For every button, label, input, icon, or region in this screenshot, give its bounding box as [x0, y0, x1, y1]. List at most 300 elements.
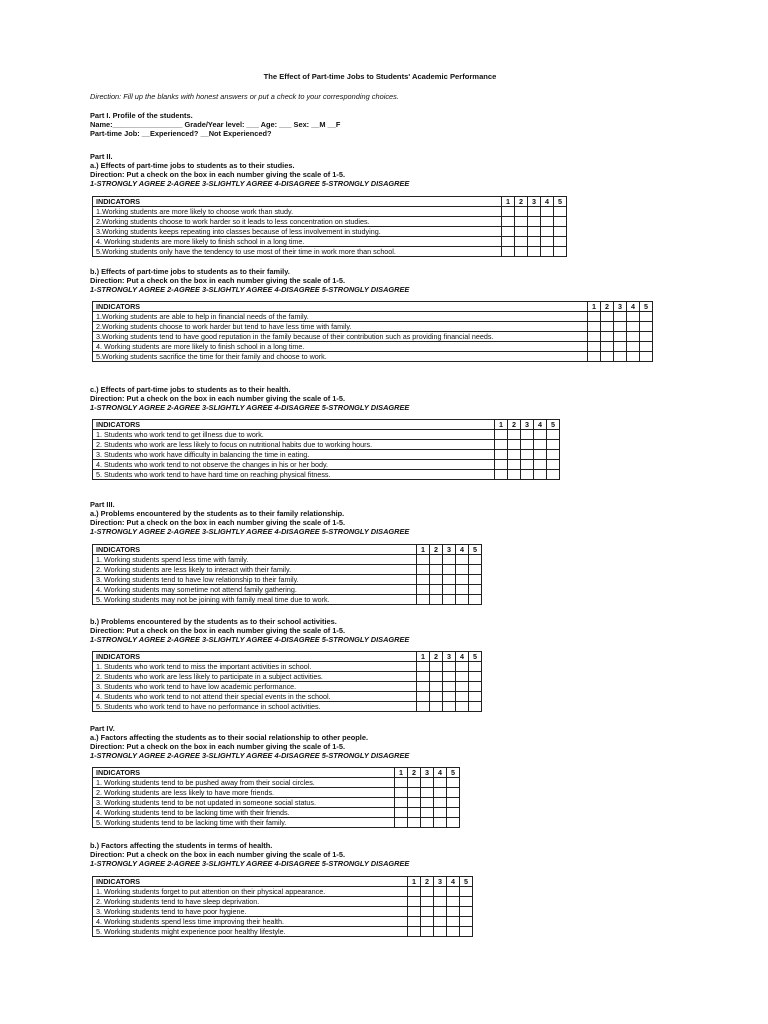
rating-checkbox-1[interactable] — [395, 798, 408, 808]
rating-checkbox-4[interactable] — [627, 342, 640, 352]
rating-checkbox-5[interactable] — [460, 887, 473, 897]
scale-direction: Direction: Put a check on the box in each number giving the scale of 1-5. — [90, 850, 346, 859]
table-row — [93, 595, 482, 605]
scale-header-1: 1 — [588, 302, 601, 312]
rating-checkbox-3[interactable] — [528, 247, 541, 257]
rating-checkbox-4[interactable] — [541, 227, 554, 237]
rating-checkbox-1[interactable] — [495, 440, 508, 450]
section-2c-header — [90, 385, 409, 412]
indicator-text: 1. Working students spend less time with family. — [93, 555, 417, 565]
scale-legend: 1-STRONGLY AGREE 2-AGREE 3-SLIGHTLY AGREE 4-DISAGREE 5-STRONGLY DISAGREE — [90, 635, 410, 644]
rating-checkbox-3[interactable] — [434, 917, 447, 927]
rating-checkbox-1[interactable] — [417, 692, 430, 702]
part4-heading-block — [90, 724, 115, 733]
rating-checkbox-2[interactable] — [421, 917, 434, 927]
indicators-header: INDICATORS — [93, 768, 395, 778]
scale-header-5: 5 — [447, 768, 460, 778]
rating-checkbox-5[interactable] — [640, 312, 653, 322]
rating-checkbox-2[interactable] — [421, 887, 434, 897]
table-row — [93, 312, 653, 322]
part2-heading: Part II. — [90, 152, 113, 161]
scale-header-2: 2 — [430, 652, 443, 662]
document-title: The Effect of Part-time Jobs to Students' Academic Performance — [263, 72, 497, 81]
rating-checkbox-1[interactable] — [408, 917, 421, 927]
table-header-row — [93, 768, 460, 778]
rating-checkbox-5[interactable] — [469, 702, 482, 712]
rating-checkbox-1[interactable] — [495, 430, 508, 440]
scale-direction: Direction: Put a check on the box in each number giving the scale of 1-5. — [90, 276, 346, 285]
section-2a-header — [90, 161, 409, 188]
indicators-header: INDICATORS — [93, 197, 502, 207]
rating-checkbox-3[interactable] — [421, 788, 434, 798]
rating-checkbox-1[interactable] — [395, 808, 408, 818]
table-row — [93, 332, 653, 342]
table-row — [93, 897, 473, 907]
table-header-row — [93, 302, 653, 312]
rating-checkbox-5[interactable] — [460, 907, 473, 917]
rating-checkbox-2[interactable] — [408, 818, 421, 828]
indicator-text: 4. Working students are more likely to finish school in a long time. — [93, 237, 502, 247]
table-row — [93, 555, 482, 565]
rating-checkbox-2[interactable] — [408, 778, 421, 788]
table-row — [93, 798, 460, 808]
table-header-row — [93, 197, 567, 207]
rating-checkbox-1[interactable] — [502, 247, 515, 257]
table-row — [93, 440, 560, 450]
rating-checkbox-3[interactable] — [443, 565, 456, 575]
indicators-header: INDICATORS — [93, 420, 495, 430]
rating-checkbox-1[interactable] — [417, 595, 430, 605]
scale-header-5: 5 — [469, 652, 482, 662]
indicator-text: 5. Students who work tend to have hard time on reaching physical fitness. — [93, 470, 495, 480]
rating-checkbox-2[interactable] — [408, 808, 421, 818]
rating-checkbox-1[interactable] — [495, 460, 508, 470]
rating-checkbox-5[interactable] — [640, 352, 653, 362]
rating-checkbox-2[interactable] — [430, 555, 443, 565]
rating-checkbox-5[interactable] — [547, 450, 560, 460]
scale-header-2: 2 — [421, 877, 434, 887]
rating-checkbox-4[interactable] — [447, 897, 460, 907]
rating-checkbox-3[interactable] — [434, 887, 447, 897]
indicator-text: 1.Working students are more likely to choose work than study. — [93, 207, 502, 217]
table-row — [93, 430, 560, 440]
rating-checkbox-4[interactable] — [434, 778, 447, 788]
rating-checkbox-2[interactable] — [430, 672, 443, 682]
scale-header-4: 4 — [434, 768, 447, 778]
rating-checkbox-4[interactable] — [541, 237, 554, 247]
rating-checkbox-3[interactable] — [434, 897, 447, 907]
scale-header-4: 4 — [541, 197, 554, 207]
rating-checkbox-5[interactable] — [547, 430, 560, 440]
survey-table-2b — [92, 301, 653, 362]
table-row — [93, 237, 567, 247]
rating-checkbox-1[interactable] — [502, 217, 515, 227]
rating-checkbox-3[interactable] — [421, 808, 434, 818]
indicators-header: INDICATORS — [93, 877, 408, 887]
rating-checkbox-4[interactable] — [447, 907, 460, 917]
scale-header-2: 2 — [430, 545, 443, 555]
rating-checkbox-1[interactable] — [408, 897, 421, 907]
rating-checkbox-4[interactable] — [627, 312, 640, 322]
rating-checkbox-3[interactable] — [614, 342, 627, 352]
rating-checkbox-1[interactable] — [417, 585, 430, 595]
scale-legend: 1-STRONGLY AGREE 2-AGREE 3-SLIGHTLY AGREE 4-DISAGREE 5-STRONGLY DISAGREE — [90, 285, 410, 294]
table-row — [93, 682, 482, 692]
rating-checkbox-4[interactable] — [447, 917, 460, 927]
rating-checkbox-1[interactable] — [495, 450, 508, 460]
indicator-text: 3. Students who work have difficulty in balancing the time in eating. — [93, 450, 495, 460]
rating-checkbox-4[interactable] — [541, 247, 554, 257]
rating-checkbox-1[interactable] — [395, 788, 408, 798]
rating-checkbox-1[interactable] — [502, 227, 515, 237]
rating-checkbox-4[interactable] — [456, 672, 469, 682]
rating-checkbox-3[interactable] — [434, 927, 447, 937]
indicator-text: 5. Working students tend to be lacking time with their family. — [93, 818, 395, 828]
rating-checkbox-2[interactable] — [601, 332, 614, 342]
rating-checkbox-2[interactable] — [601, 352, 614, 362]
rating-checkbox-5[interactable] — [447, 778, 460, 788]
table-header-row — [93, 420, 560, 430]
rating-checkbox-4[interactable] — [456, 662, 469, 672]
indicator-text: 5. Working students might experience poor healthy lifestyle. — [93, 927, 408, 937]
rating-checkbox-2[interactable] — [430, 585, 443, 595]
rating-checkbox-3[interactable] — [521, 430, 534, 440]
survey-table-3b — [92, 651, 482, 712]
rating-checkbox-2[interactable] — [515, 247, 528, 257]
rating-checkbox-3[interactable] — [421, 798, 434, 808]
rating-checkbox-2[interactable] — [515, 237, 528, 247]
scale-header-2: 2 — [508, 420, 521, 430]
table-row — [93, 217, 567, 227]
rating-checkbox-4[interactable] — [456, 692, 469, 702]
indicators-header: INDICATORS — [93, 652, 417, 662]
rating-checkbox-5[interactable] — [469, 662, 482, 672]
table-row — [93, 662, 482, 672]
table-row — [93, 778, 460, 788]
table-row — [93, 702, 482, 712]
rating-checkbox-1[interactable] — [408, 887, 421, 897]
rating-checkbox-4[interactable] — [534, 450, 547, 460]
survey-table-2c — [92, 419, 560, 480]
rating-checkbox-5[interactable] — [640, 332, 653, 342]
rating-checkbox-4[interactable] — [456, 565, 469, 575]
rating-checkbox-4[interactable] — [534, 460, 547, 470]
rating-checkbox-1[interactable] — [495, 470, 508, 480]
indicator-text: 1. Working students forget to put attention on their physical appearance. — [93, 887, 408, 897]
rating-checkbox-1[interactable] — [417, 565, 430, 575]
survey-table-3a — [92, 544, 482, 605]
rating-checkbox-5[interactable] — [469, 585, 482, 595]
rating-checkbox-4[interactable] — [541, 217, 554, 227]
rating-checkbox-4[interactable] — [627, 322, 640, 332]
rating-checkbox-1[interactable] — [408, 907, 421, 917]
rating-checkbox-5[interactable] — [460, 927, 473, 937]
rating-checkbox-5[interactable] — [640, 322, 653, 332]
rating-checkbox-2[interactable] — [430, 682, 443, 692]
rating-checkbox-3[interactable] — [614, 312, 627, 322]
scale-header-1: 1 — [417, 545, 430, 555]
scale-header-1: 1 — [495, 420, 508, 430]
rating-checkbox-5[interactable] — [469, 672, 482, 682]
indicator-text: 1.Working students are able to help in financial needs of the family. — [93, 312, 588, 322]
rating-checkbox-3[interactable] — [443, 682, 456, 692]
rating-checkbox-5[interactable] — [460, 917, 473, 927]
rating-checkbox-2[interactable] — [430, 662, 443, 672]
table-row — [93, 585, 482, 595]
rating-checkbox-3[interactable] — [443, 702, 456, 712]
table-row — [93, 917, 473, 927]
rating-checkbox-4[interactable] — [434, 818, 447, 828]
rating-checkbox-4[interactable] — [447, 887, 460, 897]
rating-checkbox-1[interactable] — [588, 352, 601, 362]
part1-profile — [90, 111, 340, 138]
rating-checkbox-5[interactable] — [447, 818, 460, 828]
rating-checkbox-4[interactable] — [627, 352, 640, 362]
rating-checkbox-4[interactable] — [434, 798, 447, 808]
indicator-text: 5. Working students may not be joining with family meal time due to work. — [93, 595, 417, 605]
rating-checkbox-1[interactable] — [417, 672, 430, 682]
scale-direction: Direction: Put a check on the box in each number giving the scale of 1-5. — [90, 518, 346, 527]
table-row — [93, 808, 460, 818]
section-title: a.) Factors affecting the students as to their social relationship to other people. — [90, 733, 369, 742]
indicator-text: 2. Students who work are less likely to focus on nutritional habits due to working hours. — [93, 440, 495, 450]
rating-checkbox-1[interactable] — [395, 818, 408, 828]
scale-header-4: 4 — [447, 877, 460, 887]
table-row — [93, 565, 482, 575]
rating-checkbox-5[interactable] — [469, 575, 482, 585]
table-header-row — [93, 652, 482, 662]
rating-checkbox-5[interactable] — [469, 565, 482, 575]
rating-checkbox-5[interactable] — [640, 342, 653, 352]
scale-header-5: 5 — [554, 197, 567, 207]
rating-checkbox-3[interactable] — [521, 440, 534, 450]
rating-checkbox-4[interactable] — [434, 788, 447, 798]
indicators-header: INDICATORS — [93, 302, 588, 312]
rating-checkbox-4[interactable] — [447, 927, 460, 937]
rating-checkbox-2[interactable] — [430, 565, 443, 575]
scale-header-1: 1 — [395, 768, 408, 778]
rating-checkbox-2[interactable] — [430, 692, 443, 702]
section-title: b.) Problems encountered by the students as to their school activities. — [90, 617, 337, 626]
rating-checkbox-3[interactable] — [434, 907, 447, 917]
indicator-text: 3.Working students keeps repeating into classes because of less involvement in studying. — [93, 227, 502, 237]
scale-header-2: 2 — [515, 197, 528, 207]
rating-checkbox-5[interactable] — [447, 808, 460, 818]
rating-checkbox-4[interactable] — [456, 585, 469, 595]
rating-checkbox-3[interactable] — [443, 692, 456, 702]
scale-header-4: 4 — [456, 652, 469, 662]
rating-checkbox-3[interactable] — [443, 672, 456, 682]
rating-checkbox-2[interactable] — [601, 342, 614, 352]
rating-checkbox-5[interactable] — [547, 460, 560, 470]
section-2b-header — [90, 267, 409, 294]
scale-header-1: 1 — [408, 877, 421, 887]
rating-checkbox-1[interactable] — [395, 778, 408, 788]
rating-checkbox-2[interactable] — [515, 217, 528, 227]
scale-direction: Direction: Put a check on the box in each number giving the scale of 1-5. — [90, 626, 346, 635]
rating-checkbox-5[interactable] — [469, 682, 482, 692]
rating-checkbox-3[interactable] — [614, 332, 627, 342]
rating-checkbox-4[interactable] — [534, 470, 547, 480]
rating-checkbox-3[interactable] — [528, 227, 541, 237]
table-row — [93, 227, 567, 237]
rating-checkbox-1[interactable] — [417, 682, 430, 692]
rating-checkbox-4[interactable] — [534, 430, 547, 440]
scale-header-3: 3 — [434, 877, 447, 887]
indicator-text: 3. Working students tend to have low relationship to their family. — [93, 575, 417, 585]
rating-checkbox-3[interactable] — [521, 450, 534, 460]
indicator-text: 5.Working students sacrifice the time for their family and choose to work. — [93, 352, 588, 362]
rating-checkbox-5[interactable] — [547, 470, 560, 480]
table-row — [93, 247, 567, 257]
part2-heading-block — [90, 152, 113, 161]
table-row — [93, 322, 653, 332]
table-row — [93, 342, 653, 352]
rating-checkbox-1[interactable] — [588, 332, 601, 342]
scale-legend: 1-STRONGLY AGREE 2-AGREE 3-SLIGHTLY AGREE 4-DISAGREE 5-STRONGLY DISAGREE — [90, 751, 410, 760]
rating-checkbox-2[interactable] — [515, 207, 528, 217]
general-direction: Direction: Fill up the blanks with honest answers or put a check to your corresponding choices. — [90, 92, 399, 101]
rating-checkbox-2[interactable] — [515, 227, 528, 237]
rating-checkbox-4[interactable] — [456, 595, 469, 605]
table-row — [93, 927, 473, 937]
rating-checkbox-1[interactable] — [417, 662, 430, 672]
rating-checkbox-3[interactable] — [528, 217, 541, 227]
rating-checkbox-2[interactable] — [421, 927, 434, 937]
rating-checkbox-2[interactable] — [430, 595, 443, 605]
rating-checkbox-4[interactable] — [456, 575, 469, 585]
part3-heading-block — [90, 500, 115, 509]
scale-header-3: 3 — [421, 768, 434, 778]
rating-checkbox-1[interactable] — [588, 312, 601, 322]
section-title: b.) Factors affecting the students in terms of health. — [90, 841, 273, 850]
rating-checkbox-2[interactable] — [430, 702, 443, 712]
table-row — [93, 818, 460, 828]
rating-checkbox-4[interactable] — [627, 332, 640, 342]
table-row — [93, 460, 560, 470]
rating-checkbox-1[interactable] — [408, 927, 421, 937]
rating-checkbox-2[interactable] — [421, 897, 434, 907]
rating-checkbox-1[interactable] — [417, 702, 430, 712]
scale-header-3: 3 — [443, 545, 456, 555]
rating-checkbox-5[interactable] — [554, 247, 567, 257]
table-row — [93, 352, 653, 362]
rating-checkbox-3[interactable] — [443, 585, 456, 595]
profile-line-name[interactable]: Name:_________________ Grade/Year level: ___ Age: ___ Sex: __M __F — [90, 120, 341, 129]
part4-heading: Part IV. — [90, 724, 115, 733]
survey-table-4a — [92, 767, 460, 828]
table-header-row — [93, 545, 482, 555]
rating-checkbox-3[interactable] — [443, 662, 456, 672]
indicator-text: 1. Working students tend to be pushed away from their social circles. — [93, 778, 395, 788]
table-row — [93, 672, 482, 682]
scale-header-3: 3 — [521, 420, 534, 430]
rating-checkbox-4[interactable] — [534, 440, 547, 450]
rating-checkbox-4[interactable] — [434, 808, 447, 818]
rating-checkbox-1[interactable] — [588, 322, 601, 332]
rating-checkbox-3[interactable] — [443, 555, 456, 565]
rating-checkbox-5[interactable] — [554, 217, 567, 227]
scale-header-4: 4 — [534, 420, 547, 430]
indicator-text: 2. Working students tend to have sleep deprivation. — [93, 897, 408, 907]
rating-checkbox-5[interactable] — [547, 440, 560, 450]
rating-checkbox-2[interactable] — [508, 460, 521, 470]
indicator-text: 2.Working students choose to work harder but tend to have less time with family. — [93, 322, 588, 332]
rating-checkbox-5[interactable] — [460, 897, 473, 907]
rating-checkbox-2[interactable] — [508, 440, 521, 450]
table-row — [93, 450, 560, 460]
indicator-text: 1. Students who work tend to get illness due to work. — [93, 430, 495, 440]
rating-checkbox-3[interactable] — [528, 237, 541, 247]
rating-checkbox-5[interactable] — [554, 207, 567, 217]
scale-header-4: 4 — [627, 302, 640, 312]
rating-checkbox-3[interactable] — [614, 322, 627, 332]
scale-header-5: 5 — [460, 877, 473, 887]
rating-checkbox-4[interactable] — [541, 207, 554, 217]
scale-header-2: 2 — [408, 768, 421, 778]
rating-checkbox-5[interactable] — [447, 798, 460, 808]
section-3a-header — [90, 509, 409, 536]
rating-checkbox-2[interactable] — [430, 575, 443, 585]
rating-checkbox-4[interactable] — [456, 555, 469, 565]
indicator-text: 5. Students who work tend to have no performance in school activities. — [93, 702, 417, 712]
rating-checkbox-3[interactable] — [421, 818, 434, 828]
rating-checkbox-2[interactable] — [508, 450, 521, 460]
rating-checkbox-5[interactable] — [447, 788, 460, 798]
rating-checkbox-3[interactable] — [443, 595, 456, 605]
rating-checkbox-1[interactable] — [417, 575, 430, 585]
rating-checkbox-2[interactable] — [508, 470, 521, 480]
rating-checkbox-5[interactable] — [469, 692, 482, 702]
rating-checkbox-5[interactable] — [554, 237, 567, 247]
rating-checkbox-5[interactable] — [554, 227, 567, 237]
indicator-text: 2.Working students choose to work harder so it leads to less concentration on studies. — [93, 217, 502, 227]
rating-checkbox-2[interactable] — [508, 430, 521, 440]
rating-checkbox-1[interactable] — [417, 555, 430, 565]
scale-header-3: 3 — [443, 652, 456, 662]
rating-checkbox-5[interactable] — [469, 555, 482, 565]
rating-checkbox-1[interactable] — [502, 207, 515, 217]
indicator-text: 2. Working students are less likely to have more friends. — [93, 788, 395, 798]
rating-checkbox-1[interactable] — [588, 342, 601, 352]
rating-checkbox-2[interactable] — [408, 798, 421, 808]
profile-line-job[interactable]: Part-time Job: __Experienced? __Not Experienced? — [90, 129, 272, 138]
indicator-text: 4. Working students are more likely to finish school in a long time. — [93, 342, 588, 352]
part1-heading: Part I. Profile of the students. — [90, 111, 193, 120]
rating-checkbox-2[interactable] — [408, 788, 421, 798]
rating-checkbox-2[interactable] — [421, 907, 434, 917]
rating-checkbox-3[interactable] — [521, 470, 534, 480]
table-row — [93, 788, 460, 798]
rating-checkbox-3[interactable] — [443, 575, 456, 585]
rating-checkbox-5[interactable] — [469, 595, 482, 605]
rating-checkbox-3[interactable] — [614, 352, 627, 362]
table-row — [93, 887, 473, 897]
scale-legend: 1-STRONGLY AGREE 2-AGREE 3-SLIGHTLY AGREE 4-DISAGREE 5-STRONGLY DISAGREE — [90, 527, 410, 536]
rating-checkbox-2[interactable] — [601, 322, 614, 332]
indicator-text: 4. Students who work tend to not attend their special events in the school. — [93, 692, 417, 702]
rating-checkbox-1[interactable] — [502, 237, 515, 247]
table-header-row — [93, 877, 473, 887]
indicator-text: 3.Working students tend to have good reputation in the family because of their contribution such as providing financial needs. — [93, 332, 588, 342]
rating-checkbox-4[interactable] — [456, 682, 469, 692]
rating-checkbox-4[interactable] — [456, 702, 469, 712]
rating-checkbox-3[interactable] — [521, 460, 534, 470]
indicator-text: 3. Students who work tend to have low academic performance. — [93, 682, 417, 692]
rating-checkbox-3[interactable] — [421, 778, 434, 788]
rating-checkbox-3[interactable] — [528, 207, 541, 217]
rating-checkbox-2[interactable] — [601, 312, 614, 322]
